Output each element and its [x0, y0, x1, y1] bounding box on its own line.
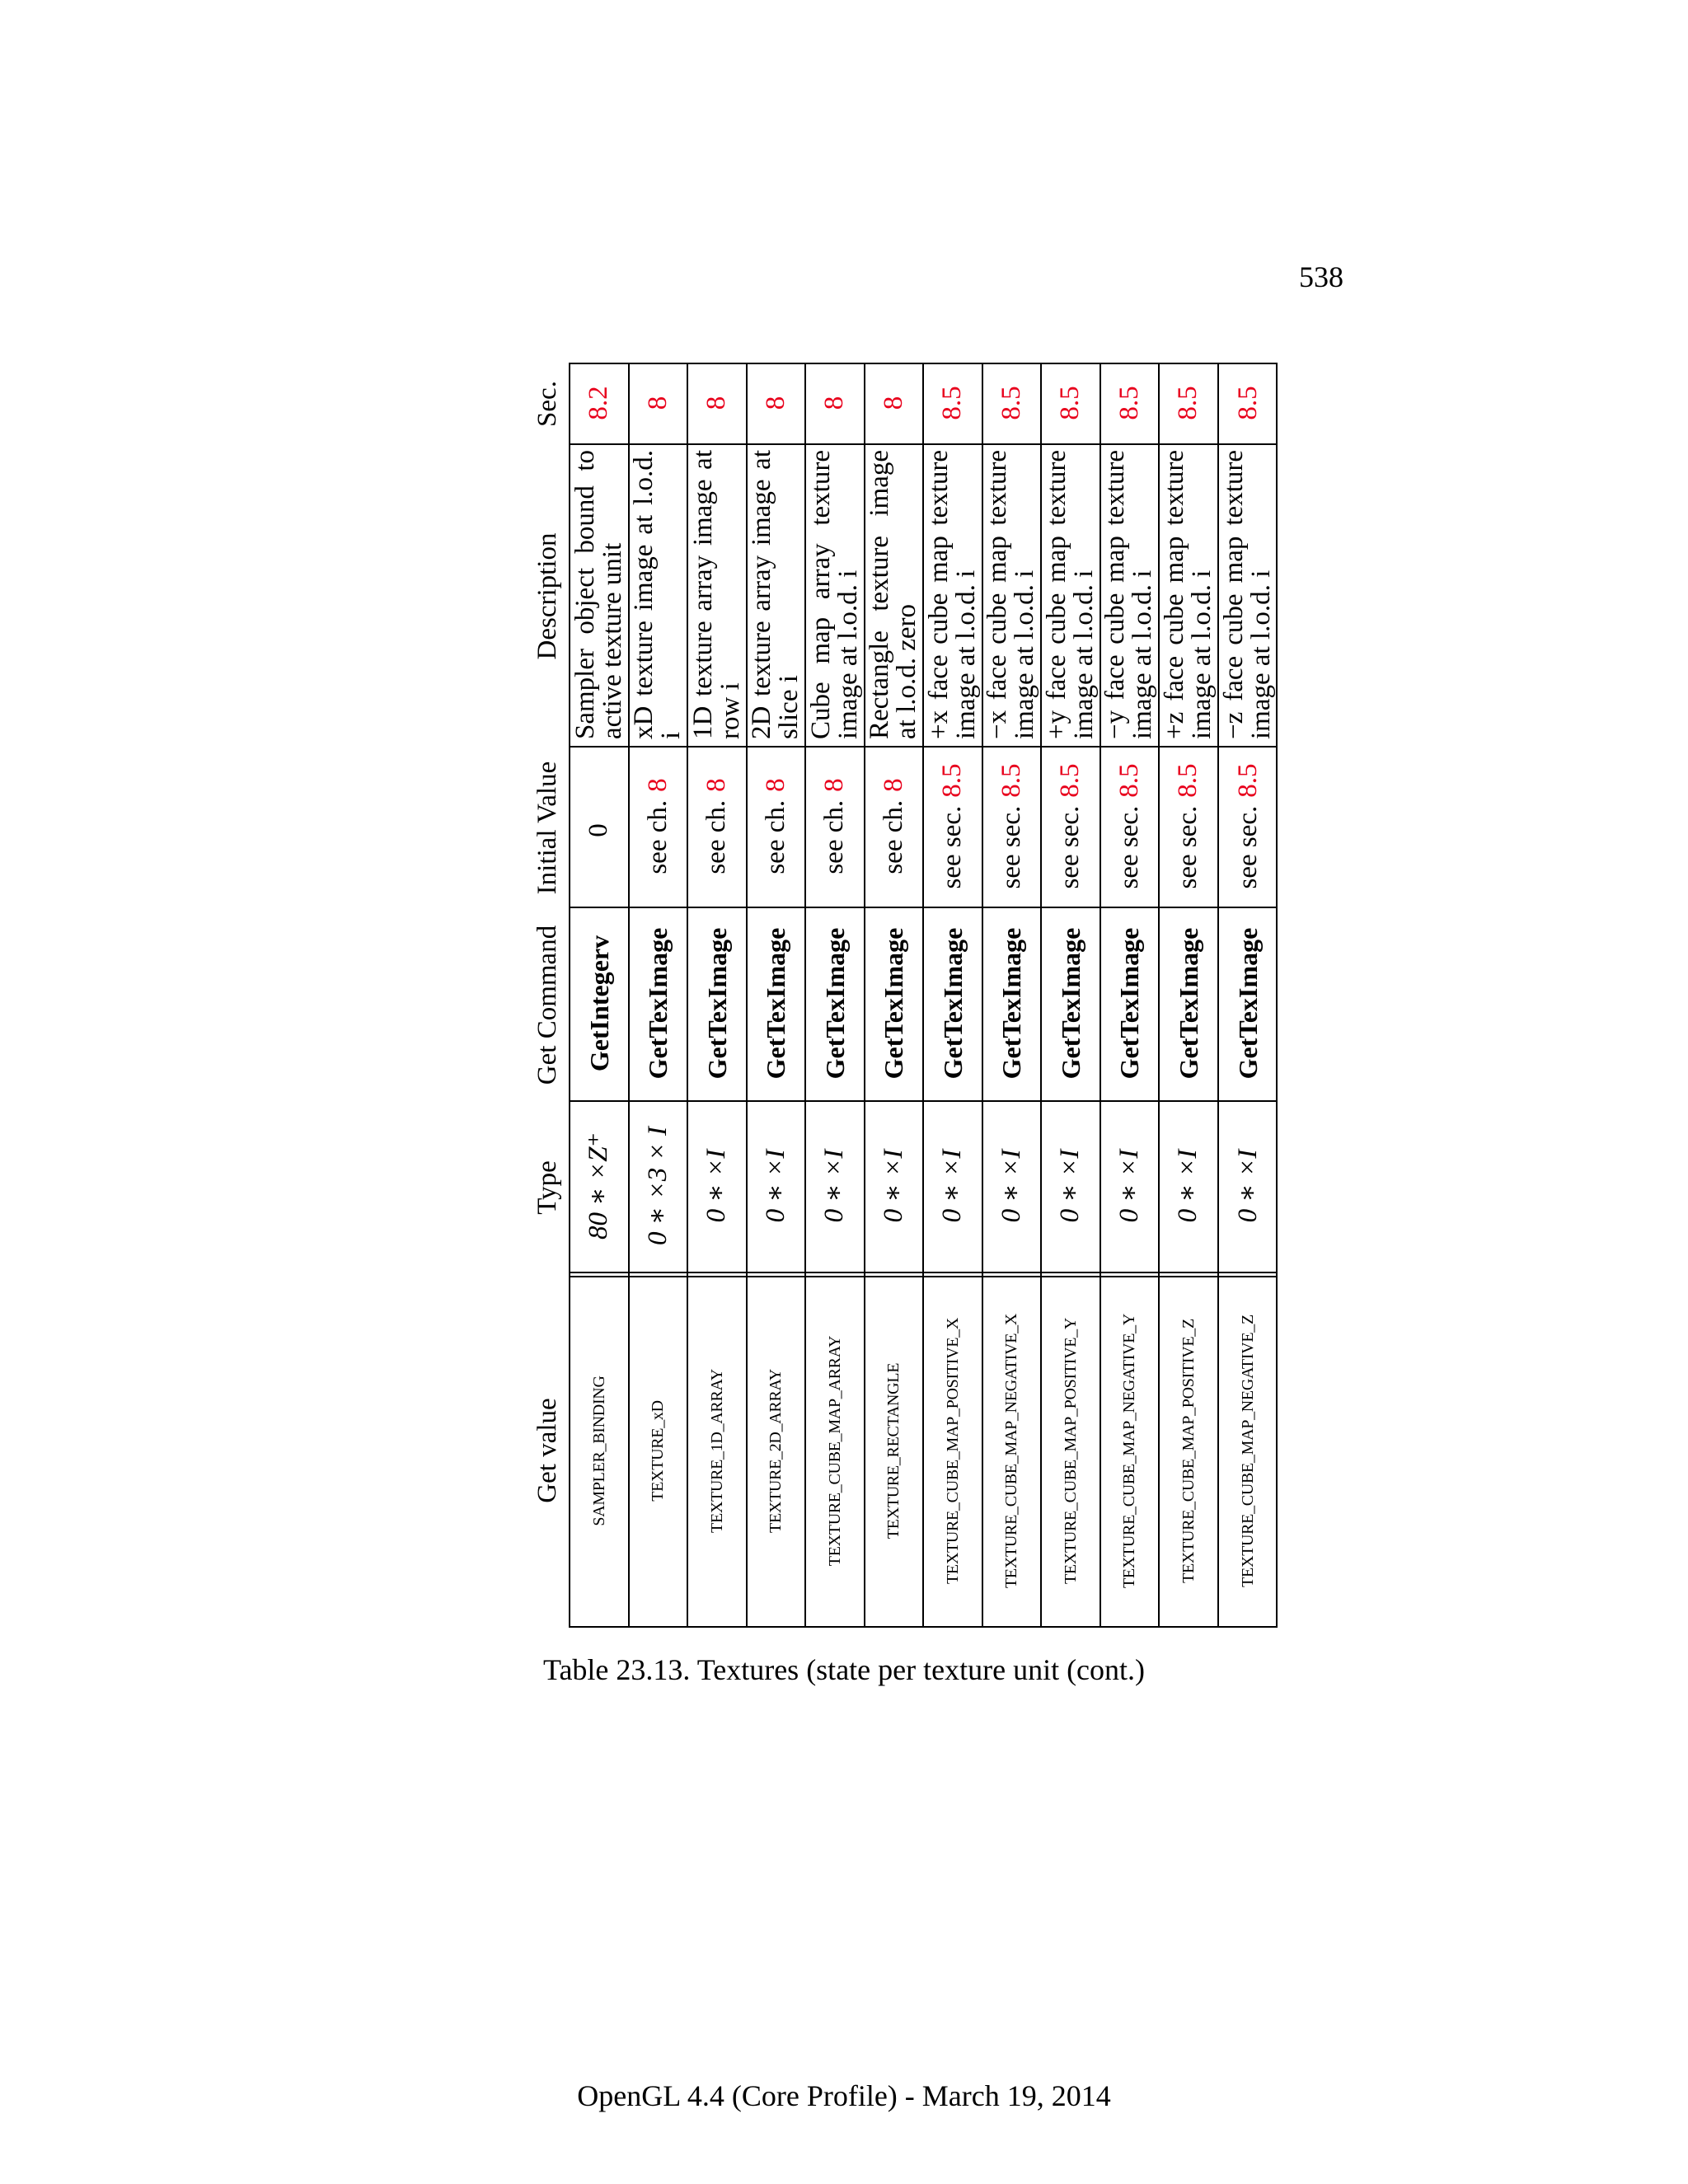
cell-get-command: GetTexImage: [937, 927, 968, 1080]
initial-value-reference-link[interactable]: 8: [642, 778, 673, 792]
section-reference-link[interactable]: 8: [701, 396, 732, 410]
header-get-value: Get value: [532, 1398, 562, 1503]
cell-initial-value: [570, 746, 628, 907]
section-reference-link[interactable]: 8.5: [937, 386, 968, 420]
description-text: Rectangle texture image at l.o.d. zero: [865, 450, 922, 739]
cell-get-command: GetIntegerv: [584, 935, 614, 1072]
cell-get-command: GetTexImage: [879, 927, 909, 1080]
cell-type: 80 ∗ ×Z⁺: [584, 1132, 614, 1240]
description-text: −x face cube map texture image at l.o.d. i: [982, 450, 1040, 739]
table-row: [983, 364, 1043, 1626]
cell-type: 0 ∗ ×I: [937, 1149, 968, 1223]
initial-value-text: see ch.: [760, 799, 790, 874]
initial-value-text: see ch.: [878, 799, 908, 874]
cell-initial-value: [806, 746, 864, 907]
cell-initial-value: [983, 746, 1041, 907]
cell-get-command: GetTexImage: [701, 927, 732, 1080]
section-reference-link[interactable]: 8.2: [584, 386, 614, 420]
cell-initial-value: [748, 746, 805, 907]
cell-description: [688, 443, 746, 746]
cell-description: [1160, 443, 1217, 746]
table-row: [865, 364, 925, 1626]
cell-type: 0 ∗ ×I: [1173, 1149, 1203, 1223]
cell-initial-value: [688, 746, 746, 907]
table-body: [569, 363, 1278, 1628]
cell-get-value: TEXTURE_RECTANGLE: [884, 1362, 903, 1540]
initial-value-reference-link[interactable]: 8.5: [996, 763, 1026, 798]
cell-get-value: SAMPLER_BINDING: [589, 1376, 608, 1526]
section-reference-link[interactable]: 8.5: [1055, 386, 1085, 420]
cell-initial-value: [865, 746, 923, 907]
initial-value-reference-link[interactable]: 8.5: [1114, 763, 1144, 798]
cell-description: [983, 443, 1041, 746]
cell-description: [570, 443, 628, 746]
cell-type: 0 ∗ ×I: [878, 1149, 908, 1223]
cell-get-command: GetTexImage: [1055, 927, 1085, 1080]
cell-get-command: GetTexImage: [1233, 927, 1264, 1080]
initial-value-text: see ch.: [642, 799, 673, 874]
table-row: [1101, 364, 1160, 1626]
table-row: [630, 364, 689, 1626]
cell-initial-value: [1042, 746, 1100, 907]
cell-get-command: GetTexImage: [996, 927, 1027, 1080]
cell-description: [1042, 443, 1100, 746]
section-reference-link[interactable]: 8: [760, 396, 790, 410]
initial-value-text: see sec.: [1055, 805, 1085, 889]
cell-initial-value: [1219, 746, 1278, 907]
cell-get-value: TEXTURE_CUBE_MAP_NEGATIVE_Z: [1239, 1315, 1258, 1587]
initial-value-text: see sec.: [1232, 805, 1263, 889]
table-row: [806, 364, 865, 1626]
initial-value-reference-link[interactable]: 8: [701, 778, 732, 792]
description-text: 1D texture array image at row i: [687, 450, 745, 739]
cell-get-value: TEXTURE_1D_ARRAY: [707, 1369, 726, 1533]
cell-type: 0 ∗ ×I: [1232, 1149, 1263, 1223]
table-row: [1042, 364, 1101, 1626]
page-footer: OpenGL 4.4 (Core Profile) - March 19, 2014: [577, 2079, 1111, 2112]
table-row: [1160, 364, 1219, 1626]
initial-value-reference-link[interactable]: 8.5: [1173, 763, 1203, 798]
header-initial-value: Initial Value: [532, 761, 562, 895]
cell-type: 0 ∗ ×I: [1114, 1149, 1144, 1223]
cell-description: [1219, 443, 1278, 746]
initial-value-reference-link[interactable]: 8: [878, 778, 908, 792]
initial-value-text: see sec.: [1173, 805, 1203, 889]
initial-value-reference-link[interactable]: 8.5: [937, 763, 968, 798]
cell-initial-value: [924, 746, 982, 907]
cell-initial-value: [630, 746, 687, 907]
description-text: xD texture image at l.o.d. i: [629, 450, 687, 739]
initial-value-text: see sec.: [996, 805, 1026, 889]
cell-get-value: TEXTURE_CUBE_MAP_NEGATIVE_X: [1002, 1314, 1021, 1588]
cell-get-value: TEXTURE_CUBE_MAP_ARRAY: [825, 1335, 844, 1567]
initial-value-reference-link[interactable]: 8: [819, 778, 850, 792]
description-text: +z face cube map texture image at l.o.d. i: [1159, 450, 1217, 739]
page-number: 538: [1299, 260, 1343, 293]
table-header: [466, 363, 569, 1628]
cell-get-value: TEXTURE_CUBE_MAP_POSITIVE_Y: [1061, 1318, 1080, 1585]
section-reference-link[interactable]: 8.5: [1173, 386, 1203, 420]
initial-value-text: see ch.: [701, 799, 732, 874]
cell-get-command: GetTexImage: [819, 927, 850, 1080]
section-reference-link[interactable]: 8.5: [1232, 386, 1263, 420]
cell-description: [630, 443, 687, 746]
description-text: +y face cube map texture image at l.o.d. i: [1041, 450, 1099, 739]
cell-description: [924, 443, 982, 746]
table-row: [748, 364, 807, 1626]
cell-description: [748, 443, 805, 746]
description-text: −y face cube map texture image at l.o.d. i: [1100, 450, 1158, 739]
cell-type: 0 ∗ ×I: [760, 1149, 790, 1223]
header-get-command: Get Command: [532, 925, 562, 1085]
table-row: [570, 364, 630, 1626]
section-reference-link[interactable]: 8.5: [996, 386, 1026, 420]
table-row: [1219, 364, 1278, 1626]
cell-get-value: TEXTURE_xD: [649, 1400, 668, 1502]
cell-get-command: GetTexImage: [643, 927, 673, 1080]
cell-get-command: GetTexImage: [761, 927, 791, 1080]
cell-type: 0 ∗ ×I: [996, 1149, 1026, 1223]
description-text: −z face cube map texture image at l.o.d. i: [1219, 450, 1277, 739]
initial-value-text: see sec.: [937, 805, 968, 889]
section-reference-link[interactable]: 8.5: [1114, 386, 1144, 420]
table-row: [688, 364, 748, 1626]
section-reference-link[interactable]: 8: [878, 396, 908, 410]
cell-type: 0 ∗ ×I: [701, 1149, 732, 1223]
header-type: Type: [532, 1160, 562, 1215]
cell-initial-value: [1101, 746, 1159, 907]
section-reference-link[interactable]: 8: [642, 396, 673, 410]
cell-type: 0 ∗ ×3 × I: [642, 1127, 673, 1245]
table-row: [924, 364, 983, 1626]
description-text: 2D texture array image at slice i: [747, 450, 804, 739]
header-description: Description: [532, 532, 562, 660]
cell-get-value: TEXTURE_CUBE_MAP_POSITIVE_X: [943, 1318, 962, 1585]
cell-description: [865, 443, 923, 746]
cell-get-value: TEXTURE_CUBE_MAP_NEGATIVE_Y: [1120, 1314, 1139, 1588]
description-text: Sampler object bound to active texture unit: [570, 450, 627, 739]
initial-value-reference-link[interactable]: 8.5: [1232, 763, 1263, 798]
header-sec: Sec.: [532, 381, 562, 427]
rotated-table: [466, 363, 1278, 1628]
cell-description: [1101, 443, 1159, 746]
cell-get-value: TEXTURE_2D_ARRAY: [767, 1369, 785, 1533]
cell-get-command: GetTexImage: [1114, 927, 1145, 1080]
section-reference-link[interactable]: 8: [819, 396, 850, 410]
initial-value-text: see ch.: [819, 799, 850, 874]
cell-get-command: GetTexImage: [1173, 927, 1203, 1080]
initial-value-reference-link[interactable]: 8.5: [1055, 763, 1085, 798]
initial-value-reference-link[interactable]: 8: [760, 778, 790, 792]
cell-initial-value: [1160, 746, 1217, 907]
table-caption: Table 23.13. Textures (state per texture unit (cont.): [542, 1653, 1146, 1686]
cell-description: [806, 443, 864, 746]
initial-value-text: 0: [584, 823, 614, 837]
cell-type: 0 ∗ ×I: [819, 1149, 850, 1223]
description-text: Cube map array texture image at l.o.d. i: [805, 450, 863, 739]
cell-type: 0 ∗ ×I: [1055, 1149, 1085, 1223]
initial-value-text: see sec.: [1114, 805, 1144, 889]
cell-get-value: TEXTURE_CUBE_MAP_POSITIVE_Z: [1179, 1319, 1198, 1583]
description-text: +x face cube map texture image at l.o.d. i: [923, 450, 981, 739]
